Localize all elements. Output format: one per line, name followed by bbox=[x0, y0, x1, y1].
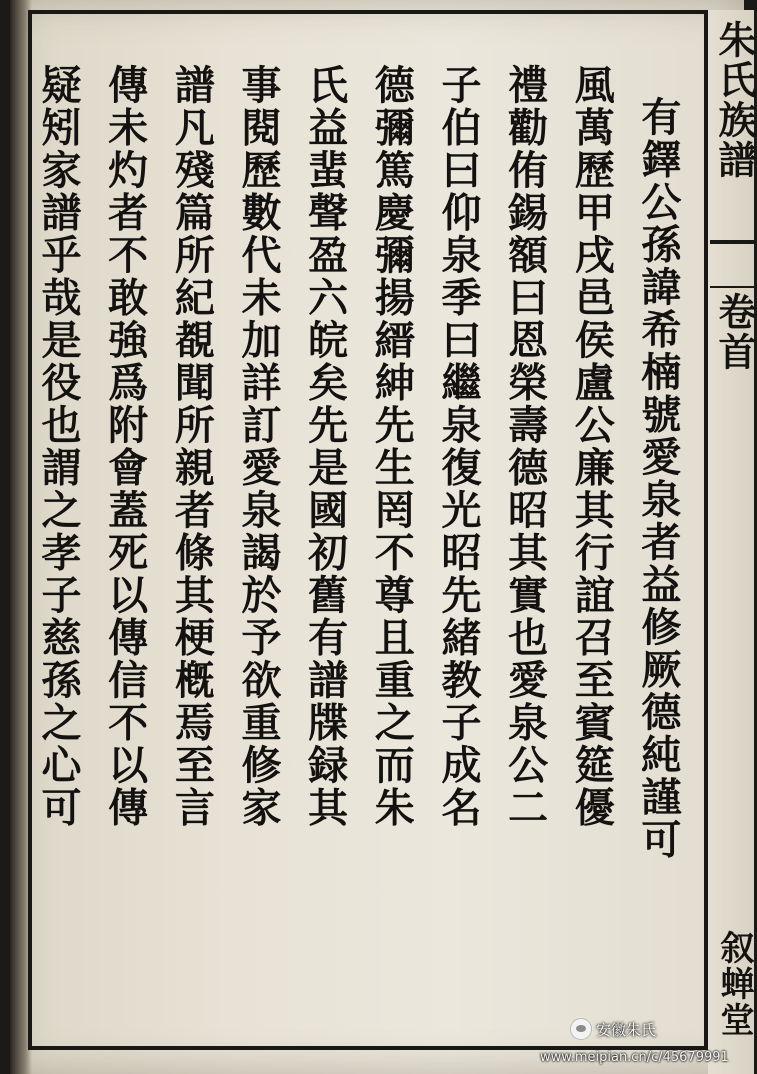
margin-title: 朱氏族譜 bbox=[712, 20, 757, 180]
text-column: 傳未灼者不敢強爲附會蓋死以傳信不以傳 bbox=[101, 64, 149, 829]
margin-divider-thin bbox=[710, 286, 756, 288]
watermark-url: www.meipian.cn/c/45679991 bbox=[540, 1050, 729, 1065]
watermark-account: 安徽朱氏 bbox=[596, 1020, 657, 1039]
margin-volume: 卷首 bbox=[712, 292, 757, 372]
margin-divider bbox=[710, 240, 756, 244]
wechat-icon bbox=[570, 1018, 592, 1040]
text-body bbox=[28, 64, 688, 1044]
text-column: 風萬歷甲戌邑侯盧公廉其行誼召至賓筵優 bbox=[568, 64, 616, 829]
text-column: 事閱歷數代未加詳訂愛泉謁於予欲重修家 bbox=[234, 64, 282, 829]
text-column: 譜凡殘篇所紀覩聞所親者條其梗槪焉至言 bbox=[168, 64, 216, 829]
text-column: 氏益蜚聲盈六皖矣先是國初舊有譜牒録其 bbox=[301, 64, 349, 829]
watermark bbox=[570, 1018, 656, 1040]
text-column: 有鐸公孫諱希楠號愛泉者益修厥德純謹可 bbox=[634, 96, 682, 861]
frame-top-rule bbox=[28, 0, 728, 14]
text-column: 子伯曰仰泉季曰繼泉復光昭先緒教子成名 bbox=[434, 64, 482, 829]
margin-hall-name: 叙蝉堂 bbox=[714, 930, 754, 1038]
text-column: 禮勸侑錫額曰恩榮壽德昭其實也愛泉公二 bbox=[501, 64, 549, 829]
text-column: 疑矧家譜乎哉是役也謂之孝子慈孫之心可 bbox=[35, 64, 82, 829]
text-column: 德彌篤慶彌揚縉紳先生罔不尊且重之而朱 bbox=[368, 64, 416, 829]
